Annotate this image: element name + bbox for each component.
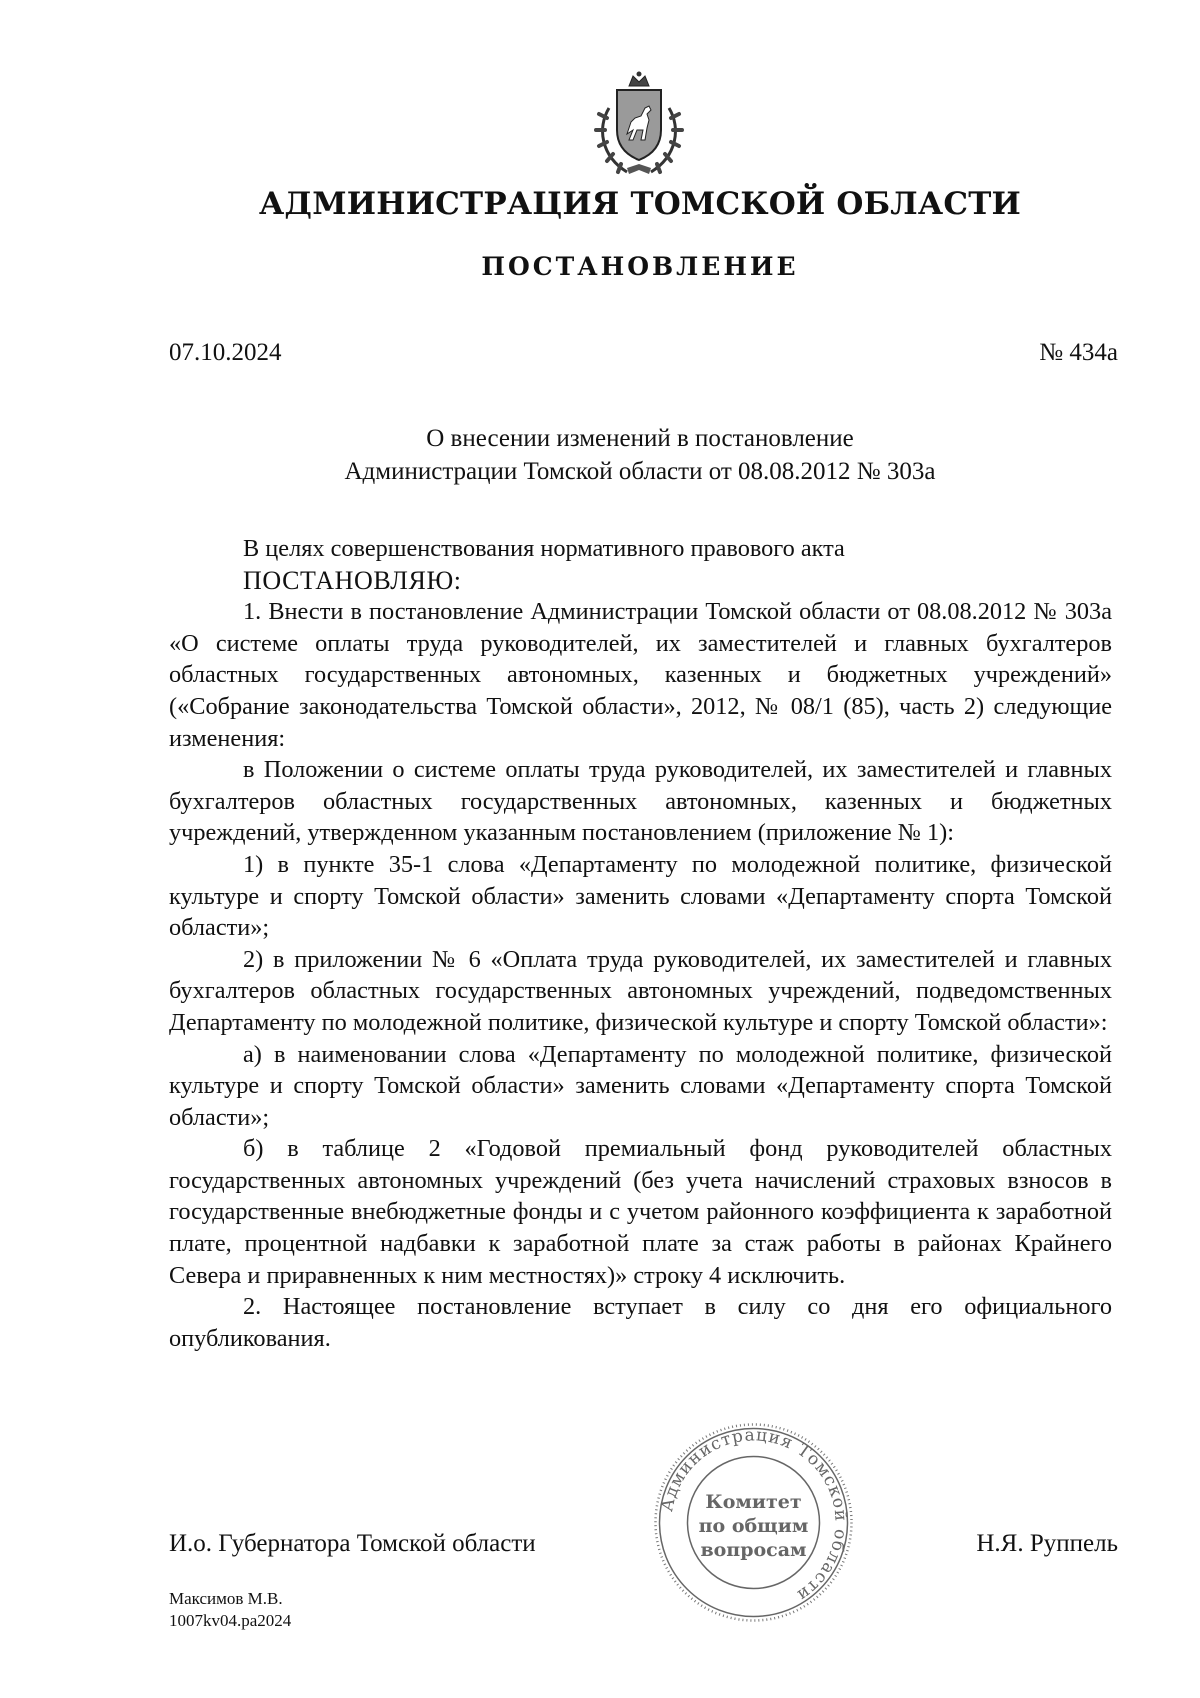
paragraph-3: 1) в пункте 35-1 слова «Департаменту по молодежной политике, физической культуре и спорту Томской области» заменить словами «Департаменту спорта Томской области»; <box>169 850 1112 942</box>
paragraph-5: а) в наименовании слова «Департаменту по молодежной политике, физической культуре и спорту Томской области» заменить словами «Департаменту спорта Томской области»; <box>169 1040 1112 1131</box>
organization-title: АДМИНИСТРАЦИЯ ТОМСКОЙ ОБЛАСТИ <box>258 186 1021 222</box>
signatory-name: Н.Я. Руппель <box>976 1530 1118 1557</box>
paragraph-7: 2. Настоящее постановление вступает в силу со дня его официального опубликования. <box>169 1293 1112 1352</box>
document-body <box>169 533 1112 1354</box>
preamble-paragraph: В целях совершенствования нормативного правового акта <box>243 535 845 562</box>
subject-line-2: Администрации Томской области от 08.08.2012 № 303а <box>344 458 936 485</box>
document-subject <box>0 422 1200 488</box>
executor-file-code: 1007kv04.pa2024 <box>169 1611 292 1630</box>
paragraph-6: б) в таблице 2 «Годовой премиальный фонд руководителей областных государственных автономных учреждений (без учета начислений страховых взносов в государственные внебюджетные фонды и с учетом районного коэффициента к заработной плате, процентной надбавки к заработной плате за стаж работы в районах Крайнего Севера и приравненных к ним местностях)» строку 4 исключить. <box>169 1135 1112 1289</box>
paragraph-2: в Положении о системе оплаты труда руководителей, их заместителей и главных бухгалтеров областных государственных автономных, казенных и бюджетных учреждений, утвержденном указанным постановлением (приложение № 1): <box>169 756 1112 847</box>
stamp-center-line-3: вопросам <box>700 1539 807 1561</box>
paragraph-1: 1. Внести в постановление Администрации Томской области от 08.08.2012 № 303а «О системе оплаты труда руководителей, их заместителей и главных бухгалтеров областных государственных автономных, казенных и бюджетных учреждений» («Собрание законодательства Томской области», 2012, № 08/1 (85), часть 2) следующие изменения: <box>169 598 1112 752</box>
document-type-title: ПОСТАНОВЛЕНИЕ <box>481 252 799 281</box>
signatory-position: И.о. Губернатора Томской области <box>169 1530 536 1557</box>
subject-line-1: О внесении изменений в постановление <box>426 425 854 452</box>
decree-word: ПОСТАНОВЛЯЮ: <box>243 565 462 595</box>
official-stamp-icon <box>651 1420 856 1625</box>
executor-block <box>169 1588 291 1632</box>
stamp-center-line-2: по общим <box>698 1515 809 1537</box>
paragraph-4: 2) в приложении № 6 «Оплата труда руководителей, их заместителей и главных бухгалтеров областных государственных автономных учреждений, подведомственных Департаменту по молодежной политике, физической культуре и спорту Томской области»: <box>169 945 1112 1036</box>
document-number: № 434а <box>1039 339 1118 366</box>
stamp-center-line-1: Комитет <box>705 1491 802 1513</box>
document-date: 07.10.2024 <box>169 339 282 366</box>
tomsk-coat-of-arms-icon <box>583 68 695 180</box>
executor-name: Максимов М.В. <box>169 1589 283 1608</box>
stamp-ring-text: Администрация Томской области <box>657 1425 851 1606</box>
